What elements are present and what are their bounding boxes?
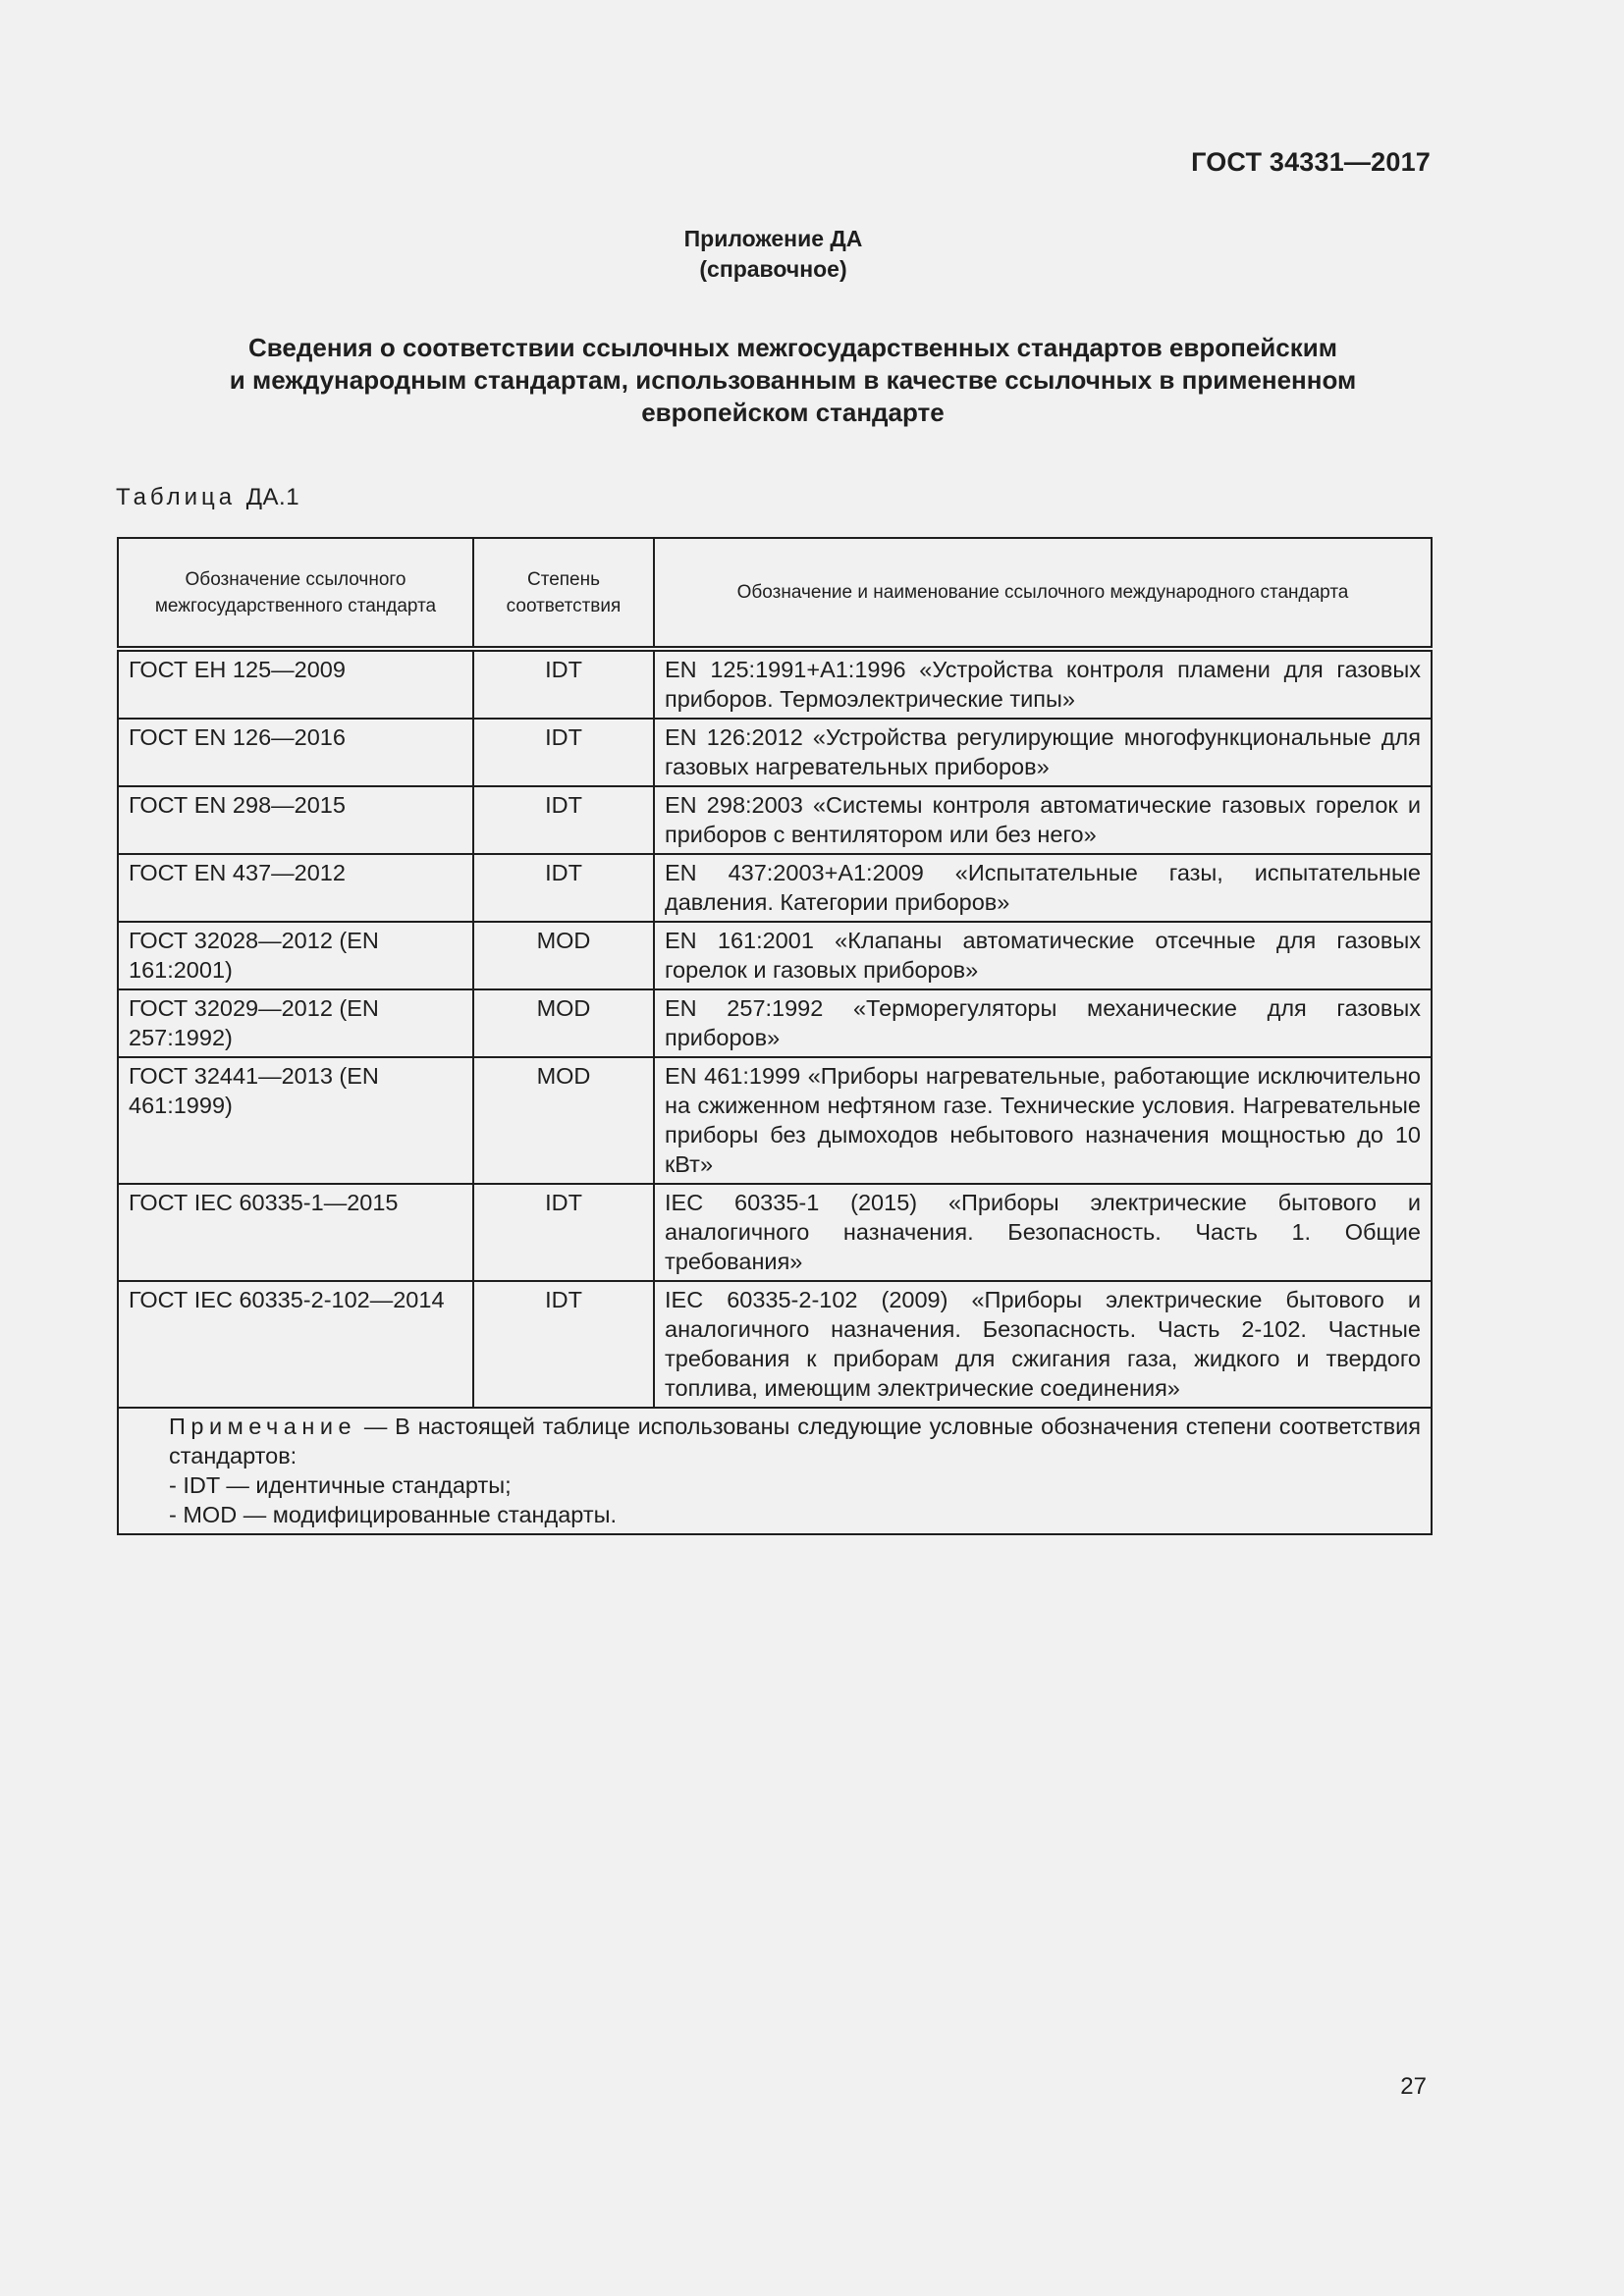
table-note bbox=[118, 1408, 1432, 1534]
international-standard-cell: EN 257:1992 «Терморегуляторы механические для газовых приборов» bbox=[654, 989, 1432, 1057]
standard-code: ГОСТ 34331—2017 bbox=[1191, 147, 1431, 177]
note-text: — В настоящей таблице использованы следующие условные обозначения степени соответствия стандартов: bbox=[169, 1414, 1421, 1468]
document-title-line: и международным стандартам, использованным в качестве ссылочных в примененном bbox=[229, 365, 1357, 395]
table-row bbox=[118, 989, 1432, 1057]
degree-cell: MOD bbox=[473, 1057, 654, 1184]
degree-cell: IDT bbox=[473, 854, 654, 922]
note-paragraph bbox=[129, 1412, 1421, 1470]
gost-cell: ГОСТ EN 298—2015 bbox=[118, 786, 473, 854]
degree-cell: MOD bbox=[473, 922, 654, 989]
appendix-subtitle: (справочное) bbox=[699, 256, 847, 282]
table-note-row bbox=[118, 1408, 1432, 1534]
table-row bbox=[118, 922, 1432, 989]
appendix-title: Приложение ДА bbox=[683, 226, 863, 251]
international-standard-cell: EN 125:1991+А1:1996 «Устройства контроля пламени для газовых приборов. Термоэлектрические типы» bbox=[654, 649, 1432, 719]
header-gost-designation: Обозначение ссылочного межгосударственного стандарта bbox=[118, 538, 473, 649]
document-title bbox=[157, 332, 1429, 429]
table-row bbox=[118, 786, 1432, 854]
gost-cell: ГОСТ IEC 60335-2-102—2014 bbox=[118, 1281, 473, 1408]
table-caption bbox=[116, 484, 299, 511]
document-title-line: европейском стандарте bbox=[641, 398, 945, 427]
international-standard-cell: EN 161:2001 «Клапаны автоматические отсечные для газовых горелок и газовых приборов» bbox=[654, 922, 1432, 989]
gost-cell: ГОСТ ЕН 125—2009 bbox=[118, 649, 473, 719]
international-standard-cell: EN 126:2012 «Устройства регулирующие многофункциональные для газовых нагревательных приборов» bbox=[654, 719, 1432, 786]
header-international-standard: Обозначение и наименование ссылочного международного стандарта bbox=[654, 538, 1432, 649]
gost-cell: ГОСТ EN 126—2016 bbox=[118, 719, 473, 786]
degree-cell: MOD bbox=[473, 989, 654, 1057]
table-caption-label: Таблица bbox=[116, 484, 237, 510]
table-row bbox=[118, 1281, 1432, 1408]
gost-cell: ГОСТ 32441—2013 (EN 461:1999) bbox=[118, 1057, 473, 1184]
degree-cell: IDT bbox=[473, 1281, 654, 1408]
page-number: 27 bbox=[1400, 2073, 1427, 2100]
international-standard-cell: EN 461:1999 «Приборы нагревательные, работающие исключительно на сжиженном нефтяном газе. Технические условия. Нагревательные приборы без дымоходов небытового назначения мощностью до 10 кВт» bbox=[654, 1057, 1432, 1184]
degree-cell: IDT bbox=[473, 719, 654, 786]
international-standard-cell: EN 298:2003 «Системы контроля автоматические газовых горелок и приборов с вентилятором или без него» bbox=[654, 786, 1432, 854]
degree-cell: IDT bbox=[473, 786, 654, 854]
table-row bbox=[118, 1057, 1432, 1184]
table-caption-number: ДА.1 bbox=[245, 484, 300, 510]
note-item: - IDT — идентичные стандарты; bbox=[169, 1472, 512, 1498]
international-standard-cell: IEC 60335-2-102 (2009) «Приборы электрические бытового и аналогичного назначения. Безопасность. Часть 2-102. Частные требования к приборам для сжигания газа, жидкого и твердого топлива, имеющим электрические соединения» bbox=[654, 1281, 1432, 1408]
document-title-line: Сведения о соответствии ссылочных межгосударственных стандартов европейским bbox=[248, 333, 1337, 362]
degree-cell: IDT bbox=[473, 1184, 654, 1281]
table-row bbox=[118, 854, 1432, 922]
header-degree: Степень соответствия bbox=[473, 538, 654, 649]
degree-cell: IDT bbox=[473, 649, 654, 719]
table-row bbox=[118, 649, 1432, 719]
standards-table bbox=[117, 537, 1433, 1535]
appendix-heading bbox=[0, 224, 1546, 285]
international-standard-cell: EN 437:2003+А1:2009 «Испытательные газы, испытательные давления. Категории приборов» bbox=[654, 854, 1432, 922]
gost-cell: ГОСТ IEC 60335-1—2015 bbox=[118, 1184, 473, 1281]
note-label: Примечание bbox=[169, 1414, 357, 1439]
gost-cell: ГОСТ 32028—2012 (EN 161:2001) bbox=[118, 922, 473, 989]
table-header-row bbox=[118, 538, 1432, 649]
gost-cell: ГОСТ 32029—2012 (EN 257:1992) bbox=[118, 989, 473, 1057]
table-row bbox=[118, 1184, 1432, 1281]
gost-cell: ГОСТ EN 437—2012 bbox=[118, 854, 473, 922]
table-row bbox=[118, 719, 1432, 786]
note-item: - MOD — модифицированные стандарты. bbox=[169, 1502, 618, 1527]
international-standard-cell: IEC 60335-1 (2015) «Приборы электрические бытового и аналогичного назначения. Безопасность. Часть 1. Общие требования» bbox=[654, 1184, 1432, 1281]
